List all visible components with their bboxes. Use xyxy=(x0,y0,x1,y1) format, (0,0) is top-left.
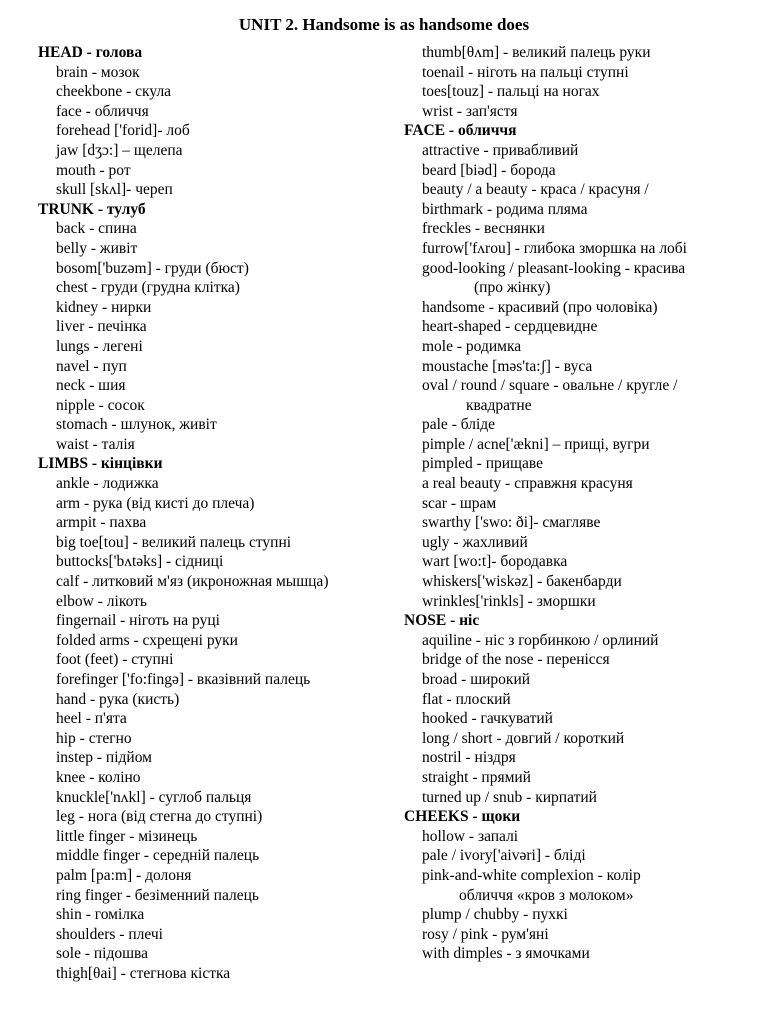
section-heading: NOSE - ніс xyxy=(404,612,480,630)
vocab-entry: waist - талія xyxy=(56,435,135,453)
page-title: UNIT 2. Handsome is as handsome does xyxy=(238,15,530,34)
vocab-entry: broad - широкий xyxy=(422,671,531,688)
vocab-entry: pale / ivory['aivəri] - бліді xyxy=(422,847,586,865)
vocab-entry: swarthy ['swo: ði]- смагляве xyxy=(422,514,601,532)
vocab-entry: long / short - довгий / короткий xyxy=(422,729,625,747)
vocab-entry: hip - стегно xyxy=(56,729,132,747)
vocab-entry: aquiline - ніс з горбинкою / орлиний xyxy=(422,631,659,649)
vocab-entry: beard [biəd] - борода xyxy=(422,161,556,179)
vocab-entry: nostril - ніздря xyxy=(422,749,516,767)
vocab-entry: little finger - мізинець xyxy=(56,827,198,845)
vocab-entry: shoulders - плечі xyxy=(56,925,163,943)
vocab-entry: turned up / snub - кирпатий xyxy=(422,788,597,806)
right-column xyxy=(404,43,754,964)
section-heading: FACE - обличчя xyxy=(404,122,517,140)
vocab-entry: calf - литковий м'яз (икроножная мышца) xyxy=(56,573,329,591)
vocab-entry-continuation: квадратне xyxy=(466,396,532,414)
section-heading: LIMBS - кінцівки xyxy=(38,455,163,473)
vocab-entry: face - обличчя xyxy=(56,102,149,120)
vocab-entry: mole - родимка xyxy=(422,337,522,355)
vocab-entry: plump / chubby - пухкі xyxy=(422,906,568,924)
vocab-entry: forefinger ['fo:fingə] - вказівний палець xyxy=(56,671,311,688)
vocab-entry: mouth - рот xyxy=(56,161,131,179)
vocab-entry: navel - пуп xyxy=(56,357,127,375)
vocab-entry: pale - бліде xyxy=(422,416,496,434)
vocab-entry: nipple - сосок xyxy=(56,396,145,414)
vocab-entry: moustache [məs'ta:ʃ] - вуса xyxy=(422,357,593,375)
vocab-entry: pimple / acne['ækni] – прищі, вугри xyxy=(422,435,650,453)
vocab-entry: flat - плоский xyxy=(422,690,511,708)
vocab-entry: belly - живіт xyxy=(56,239,138,257)
vocab-entry: instep - підйом xyxy=(56,749,152,767)
vocab-entry: oval / round / square - овальне / кругле / xyxy=(422,377,678,395)
vocab-entry: lungs - легені xyxy=(56,337,143,355)
vocab-entry: armpit - пахва xyxy=(56,514,147,532)
vocab-entry: heel - п'ята xyxy=(56,710,127,728)
vocab-entry: big toe[tou] - великий палець ступні xyxy=(56,533,292,551)
vocab-entry: with dimples - з ямочками xyxy=(422,945,590,963)
vocab-entry: hooked - гачкуватий xyxy=(422,710,553,728)
vocab-entry: hollow - запалі xyxy=(422,827,519,845)
section-heading: CHEEKS - щоки xyxy=(404,808,521,826)
vocab-entry: wrist - зап'ястя xyxy=(422,102,518,120)
vocab-entry: good-looking / pleasant-looking - красива xyxy=(422,259,686,277)
vocab-entry: heart-shaped - сердцевидне xyxy=(422,318,598,336)
vocab-entry: a real beauty - справжня красуня xyxy=(422,475,633,493)
vocab-entry: cheekbone - скула xyxy=(56,83,172,101)
vocab-entry: wrinkles['rinkls] - зморшки xyxy=(422,592,596,610)
vocab-entry: palm [pa:m] - долоня xyxy=(56,866,192,884)
vocab-entry: kidney - нирки xyxy=(56,298,152,316)
section-heading: HEAD - голова xyxy=(38,44,143,61)
vocab-entry: chest - груди (грудна клітка) xyxy=(56,279,240,297)
vocab-entry: skull [skʌl]- череп xyxy=(56,181,173,199)
vocab-entry: beauty / a beauty - краса / красуня / xyxy=(422,181,649,199)
vocab-entry: knee - коліно xyxy=(56,768,141,786)
vocab-entry: pimpled - прищаве xyxy=(422,455,543,473)
vocab-entry-continuation: (про жінку) xyxy=(474,279,551,297)
vocab-entry: scar - шрам xyxy=(422,494,497,512)
section-heading: TRUNK - тулуб xyxy=(38,200,146,218)
vocab-entry: bridge of the nose - перенісся xyxy=(422,651,610,669)
vocab-entry: buttocks['bʌtəks] - сідниці xyxy=(56,553,224,571)
vocab-entry: jaw [dʒɔ:] – щелепа xyxy=(56,141,183,159)
vocab-entry-continuation: обличчя «кров з молоком» xyxy=(459,886,634,904)
vocab-entry: folded arms - схрещені руки xyxy=(56,631,238,649)
vocab-entry: shin - гомілка xyxy=(56,906,145,924)
vocab-entry: toenail - ніготь на пальці ступні xyxy=(422,63,629,81)
vocab-entry: straight - прямий xyxy=(422,768,531,786)
vocab-entry: freckles - веснянки xyxy=(422,220,545,238)
vocab-entry: fingernail - ніготь на руці xyxy=(56,612,220,630)
vocab-entry: sole - підошва xyxy=(56,945,149,963)
vocab-entry: liver - печінка xyxy=(56,318,147,336)
vocab-entry: forehead ['forid]- лоб xyxy=(56,122,190,140)
vocab-entry: bosom['buzəm] - груди (бюст) xyxy=(56,259,249,277)
vocab-entry: foot (feet) - ступні xyxy=(56,651,174,669)
vocab-entry: toes[touz] - пальці на ногах xyxy=(422,83,600,101)
vocab-entry: leg - нога (від стегна до ступні) xyxy=(56,808,263,826)
left-column xyxy=(38,43,393,984)
vocab-entry: stomach - шлунок, живіт xyxy=(56,416,217,434)
vocab-entry: arm - рука (від кисті до плеча) xyxy=(56,494,255,512)
vocab-entry: birthmark - родима пляма xyxy=(422,200,588,218)
vocab-entry: handsome - красивий (про чоловіка) xyxy=(422,298,658,316)
vocab-entry: hand - рука (кисть) xyxy=(56,690,180,708)
vocab-entry: attractive - привабливий xyxy=(422,141,579,159)
vocab-entry: whiskers['wiskəz] - бакенбарди xyxy=(422,573,622,591)
vocab-entry: back - спина xyxy=(56,220,137,238)
vocab-entry: pink-and-white complexion - колір xyxy=(422,866,641,884)
vocab-entry: thumb[θʌm] - великий палець руки xyxy=(422,44,651,61)
vocab-entry: rosy / pink - рум'яні xyxy=(422,925,549,943)
vocab-entry: neck - шия xyxy=(56,377,126,395)
vocab-entry: ankle - лодижка xyxy=(56,475,159,493)
vocab-entry: knuckle['nʌkl] - суглоб пальця xyxy=(56,788,252,806)
vocab-entry: middle finger - середній палець xyxy=(56,847,260,865)
vocab-entry: furrow['fʌrou] - глибока зморшка на лобі xyxy=(422,239,687,257)
vocab-entry: elbow - лікоть xyxy=(56,592,147,610)
vocab-entry: wart [wo:t]- бородавка xyxy=(422,553,568,571)
vocab-entry: ring finger - безіменний палець xyxy=(56,886,259,904)
vocab-entry: ugly - жахливий xyxy=(422,533,528,551)
vocab-entry: brain - мозок xyxy=(56,63,140,81)
vocab-entry: thigh[θai] - стегнова кістка xyxy=(56,964,231,982)
